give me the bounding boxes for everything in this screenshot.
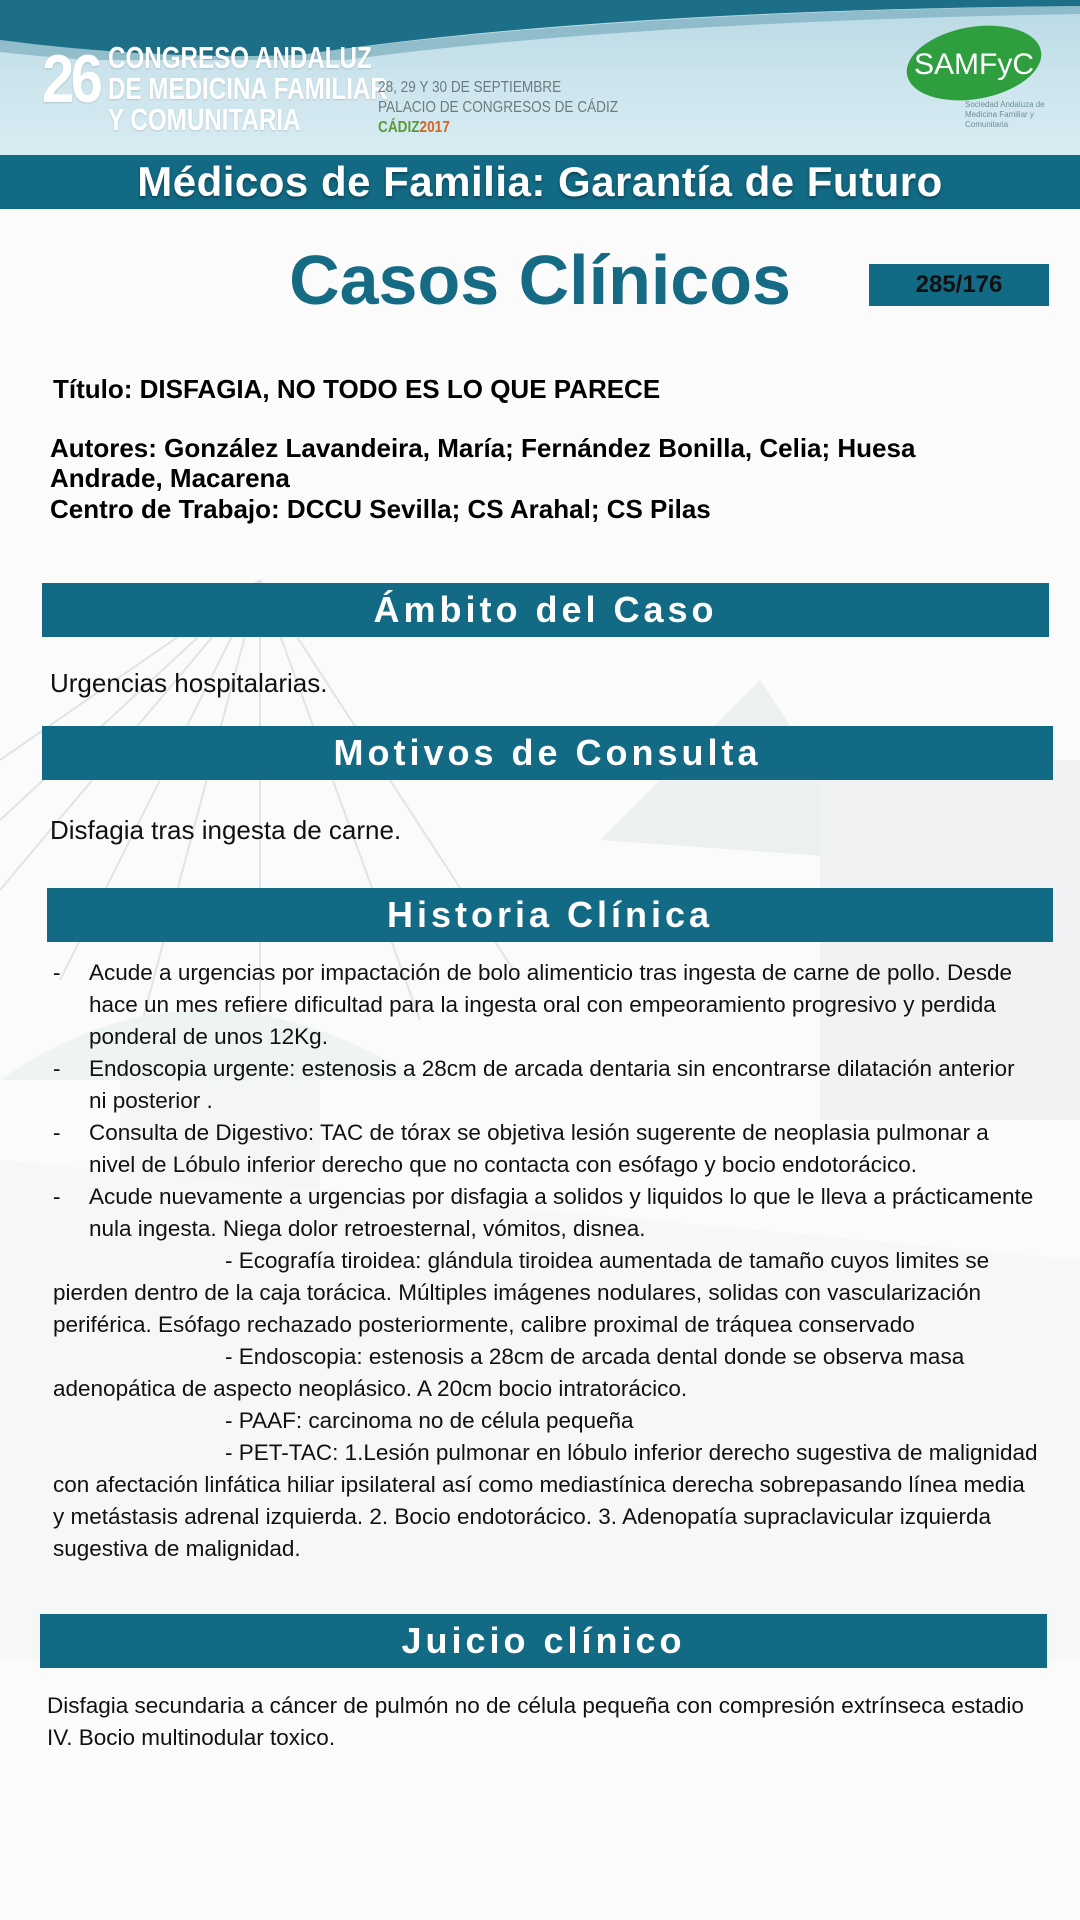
case-title: Título: DISFAGIA, NO TODO ES LO QUE PARECE — [53, 374, 661, 404]
congress-title — [108, 42, 388, 135]
list-item — [53, 1181, 1038, 1245]
section-heading: Juicio clínico — [401, 1620, 686, 1661]
list-item-text: Acude a urgencias por impactación de bolo alimenticio tras ingesta de carne de pollo. Desde hace un mes refiere dificultad para la ingesta oral con empeoramiento progresivo y perdida ponderal de unos 12Kg. — [89, 960, 1013, 1049]
venue-line: PALACIO DE CONGRESOS DE CÁDIZ — [378, 99, 619, 116]
section-heading: Historia Clínica — [386, 894, 714, 935]
section-header-juicio — [40, 1614, 1047, 1668]
congress-title-line: DE MEDICINA FAMILIAR — [108, 71, 388, 106]
ambito-text: Urgencias hospitalarias. — [50, 668, 328, 698]
bullet-dash: - — [53, 960, 61, 985]
case-workplace: Centro de Trabajo: DCCU Sevilla; CS Arahal; CS Pilas — [50, 494, 711, 524]
historia-detail: - PET-TAC: 1.Lesión pulmonar en lóbulo inferior derecho sugestiva de malignidad con afectación linfática hiliar ipsilateral así como mediastínica derecha sobrepasando línea media y metástasis adrenal izquierda. 2. Bocio endotorácico. 3. Adenopatía supraclavicular izquierda sugestiva de malignidad. — [53, 1440, 1038, 1561]
section-header-motivos — [42, 726, 1053, 780]
page-title: Casos Clínicos — [289, 241, 791, 319]
congress-header — [0, 0, 1080, 155]
congress-number: 26 — [42, 41, 100, 117]
motivos-text: Disfagia tras ingesta de carne. — [50, 815, 402, 845]
section-heading: Ámbito del Caso — [373, 589, 718, 630]
bullet-dash: - — [53, 1056, 61, 1081]
samfyc-logo — [905, 22, 1043, 104]
historia-detail: - PAAF: carcinoma no de célula pequeña — [225, 1408, 634, 1433]
city-year — [378, 118, 618, 138]
bullet-dash: - — [53, 1184, 61, 1209]
congress-title-line: CONGRESO ANDALUZ — [108, 40, 372, 75]
list-item-text: Acude nuevamente a urgencias por disfagia a solidos y liquidos lo que le lleva a prácticamente nula ingesta. Niega dolor retroesternal, vómitos, disnea. — [89, 1184, 1034, 1241]
case-authors: Autores: González Lavandeira, María; Fernández Bonilla, Celia; Huesa Andrade, Macarena — [50, 433, 916, 493]
city-name: CÁDIZ — [378, 119, 420, 136]
congress-title-line: Y COMUNITARIA — [108, 102, 301, 137]
historia-content — [53, 957, 1038, 1565]
list-item — [53, 1117, 1038, 1181]
year: 2017 — [419, 119, 450, 136]
case-id-badge: 285/176 — [869, 264, 1049, 306]
list-item-text: Consulta de Digestivo: TAC de tórax se objetiva lesión sugerente de neoplasia pulmonar a nivel de Lóbulo inferior derecho que no contacta con esófago y bocio endotorácico. — [89, 1120, 989, 1177]
juicio-text: Disfagia secundaria a cáncer de pulmón no de célula pequeña con compresión extrínseca estadio IV. Bocio multinodular toxico. — [47, 1693, 1024, 1750]
list-item — [53, 1053, 1038, 1117]
historia-detail: - Endoscopia: estenosis a 28cm de arcada dental donde se observa masa adenopática de aspecto neoplásico. A 20cm bocio intratorácico. — [53, 1344, 965, 1401]
congress-dates — [378, 78, 618, 138]
bullet-dash: - — [53, 1120, 61, 1145]
list-item — [53, 957, 1038, 1053]
section-heading: Motivos de Consulta — [333, 732, 762, 773]
slogan-banner — [0, 155, 1080, 209]
list-item-text: Endoscopia urgente: estenosis a 28cm de arcada dentaria sin encontrarse dilatación anterior ni posterior . — [89, 1056, 1015, 1113]
historia-list — [53, 957, 1038, 1245]
section-header-historia — [47, 888, 1053, 942]
dates-line: 28, 29 Y 30 DE SEPTIEMBRE — [378, 79, 562, 96]
logo-tagline: Sociedad Andaluza de Medicina Familiar y Comunitaria — [965, 100, 1045, 129]
section-header-ambito — [42, 583, 1049, 637]
historia-detail: - Ecografía tiroidea: glándula tiroidea aumentada de tamaño cuyos limites se pierden dentro de la caja torácica. Múltiples imágenes nodulares, solidas con vascularización periférica. Esófago rechazado posteriormente, calibre proximal de tráquea conservado — [53, 1248, 990, 1337]
logo-text: SAMFyC — [914, 48, 1034, 81]
slogan-text: Médicos de Familia: Garantía de Futuro — [137, 158, 943, 205]
